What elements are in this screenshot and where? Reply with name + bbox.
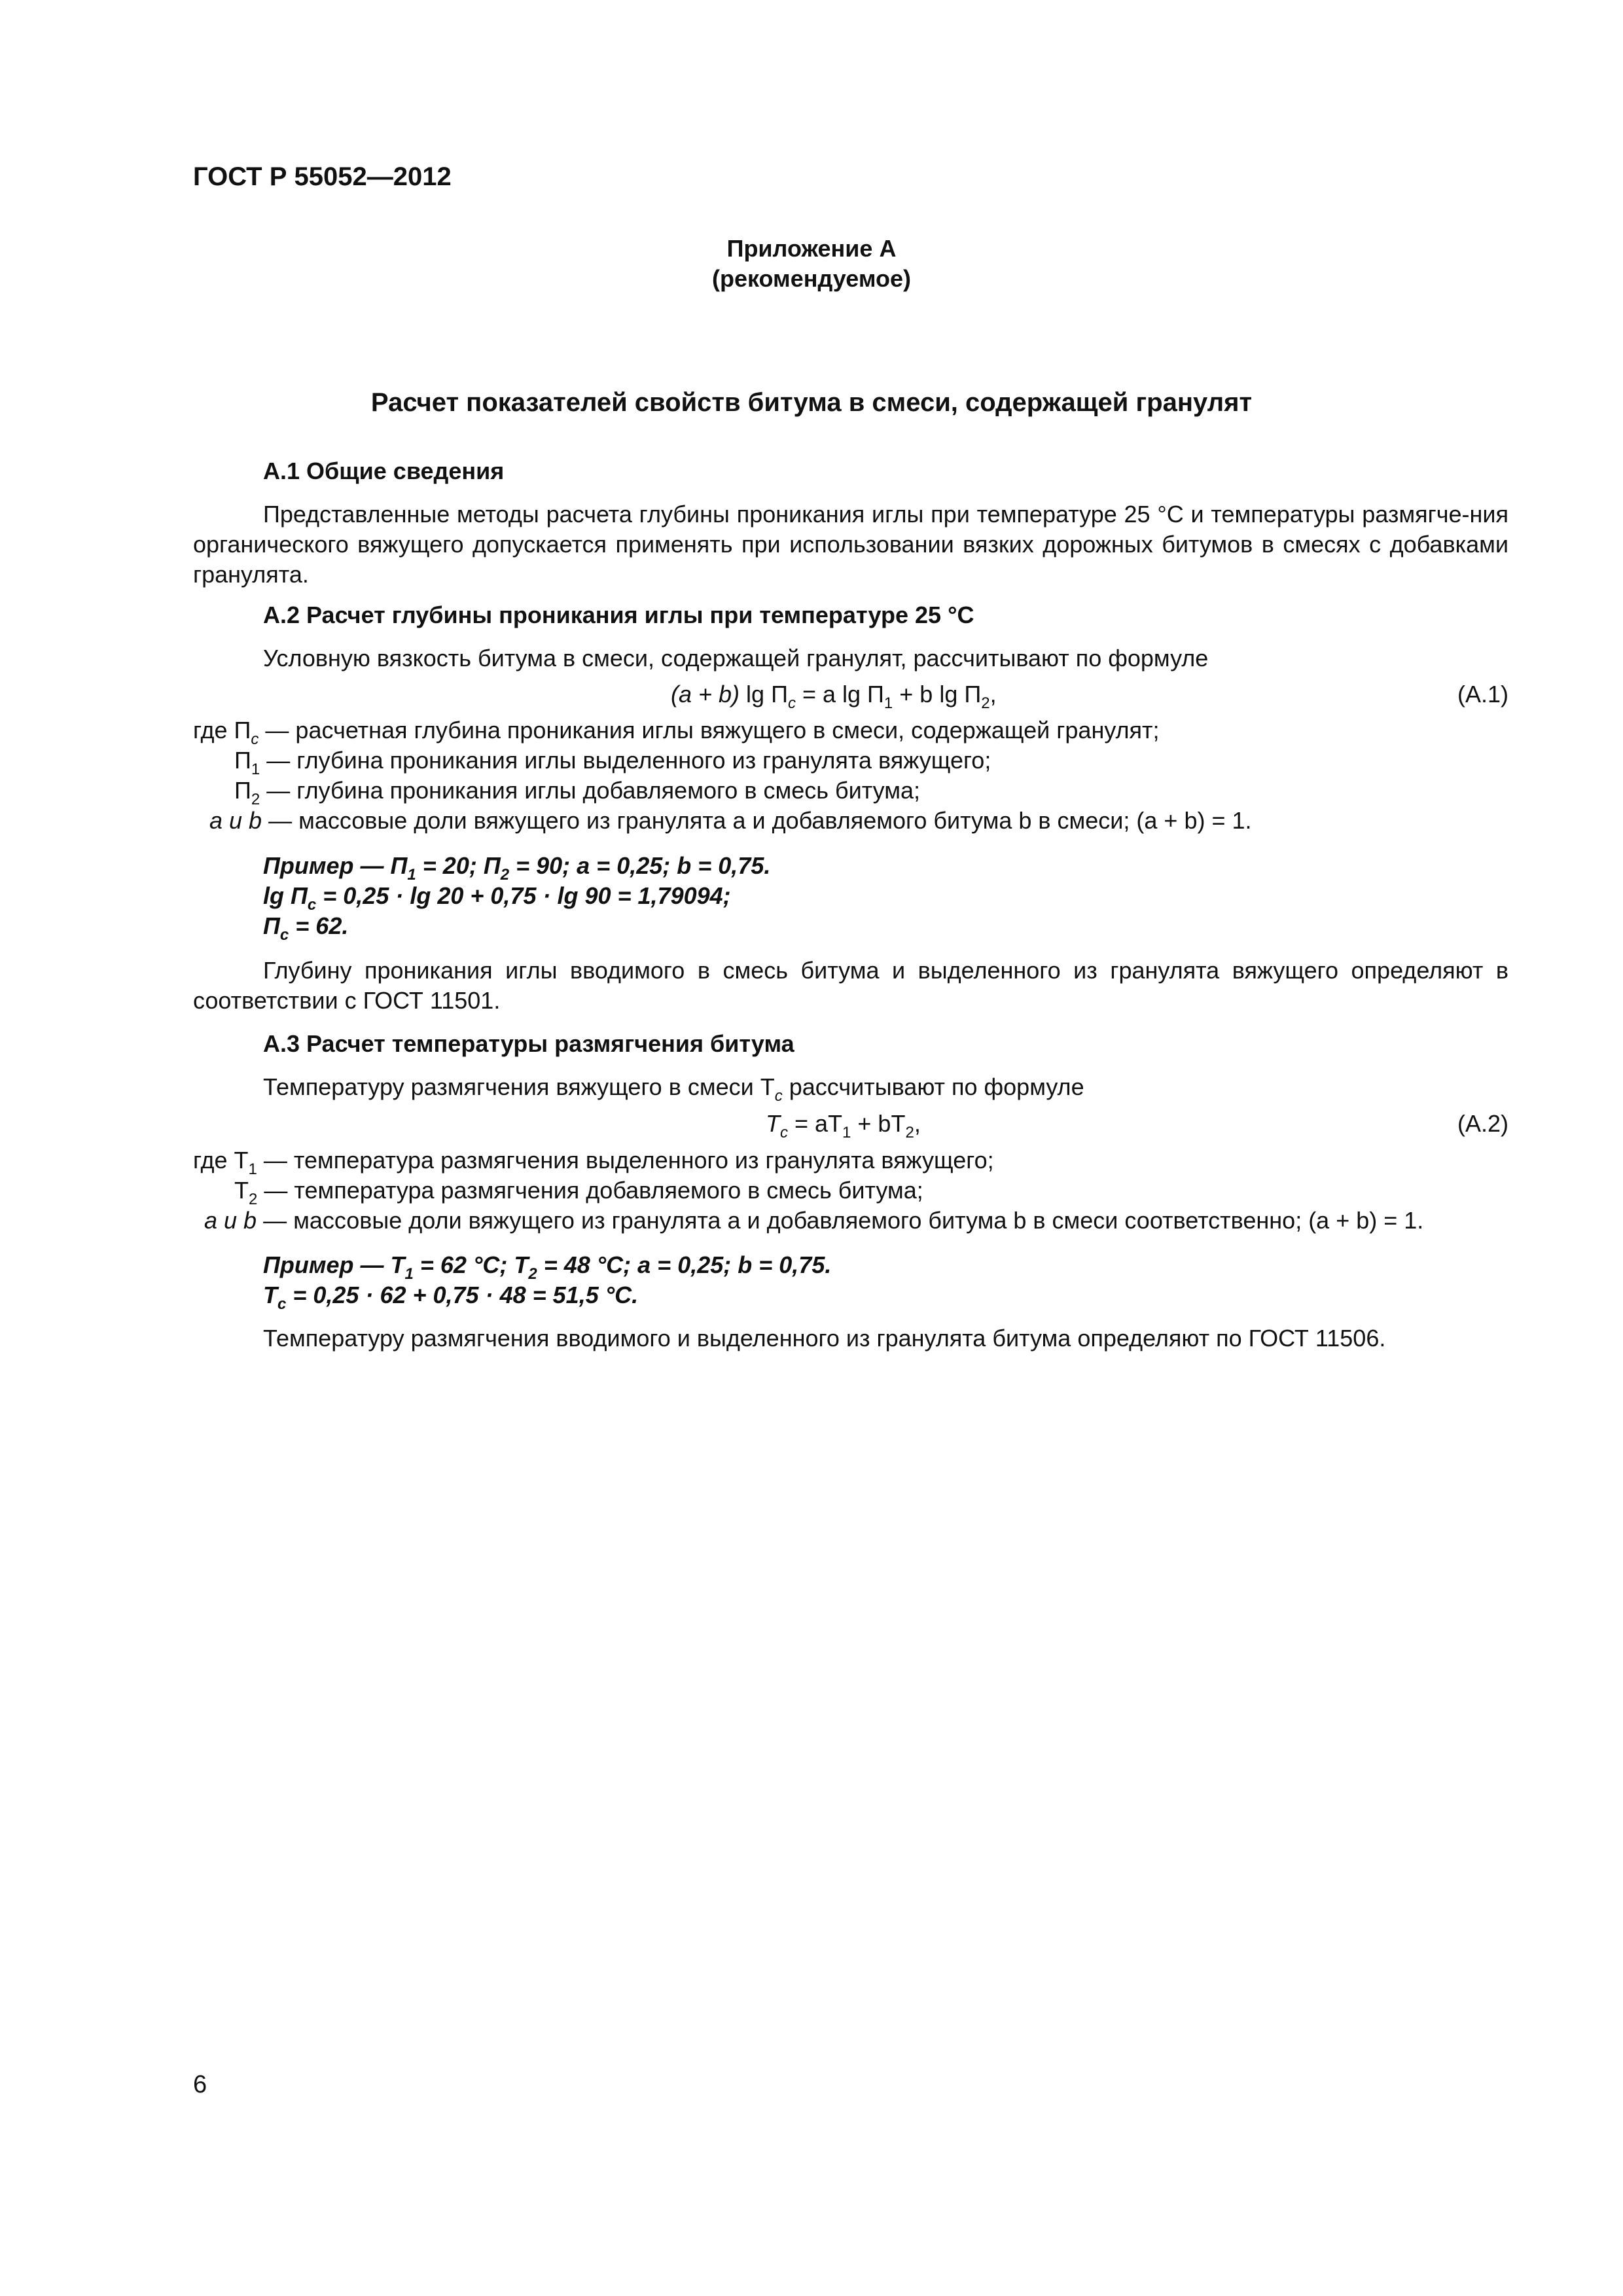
formula-a1-number: (А.1) [1457, 681, 1508, 708]
section-a3-intro [263, 1072, 1084, 1105]
definition-symbol: где T [193, 1147, 249, 1174]
definition-text: — температура размягчения выделенного из гранулята вяжущего; [257, 1147, 994, 1174]
section-a1-heading: А.1 Общие сведения [263, 457, 505, 484]
formula-a1-part: , [990, 681, 997, 708]
definition-symbol: где П [193, 717, 251, 744]
example-part: = 48 °С; a = 0,25; b = 0,75. [537, 1251, 832, 1278]
definition-text: — глубина проникания иглы выделенного из гранулята вяжущего; [260, 747, 991, 774]
formula-a2-part: = aT [788, 1110, 843, 1137]
formula-a1-part: (a + b) [671, 681, 740, 708]
example-part: = 20; П [416, 852, 501, 879]
formula-a2-sub: c [780, 1124, 788, 1141]
formula-a1-part: lg П [740, 681, 788, 708]
definition-sub: c [251, 730, 259, 748]
definition-t1 [193, 1145, 994, 1178]
formula-a2 [766, 1109, 921, 1139]
definition-symbol: П [234, 747, 251, 774]
definition-symbol: П [234, 777, 251, 804]
definition-text: — массовые доли вяжущего из гранулята a и добавляемого битума b в смеси соответственно; (a + b) = 1. [257, 1207, 1424, 1234]
formula-a2-part: + bT [851, 1110, 906, 1137]
example-sub: 2 [528, 1265, 537, 1283]
definition-sub: 1 [251, 761, 260, 778]
example-part: = 90; a = 0,25; b = 0,75. [509, 852, 771, 879]
appendix-title: Приложение А [726, 235, 897, 262]
example-part: Пример — П [263, 852, 408, 879]
example-sub: c [277, 1295, 287, 1313]
section-a2-intro: Условную вязкость битума в смеси, содержащей гранулят, рассчитывают по формуле [263, 645, 1209, 672]
definition-sub: 2 [249, 1191, 258, 1208]
example-a2-line2 [263, 881, 731, 914]
formula-a1-sub: 1 [883, 694, 893, 712]
section-a1-text: Представленные методы расчета глубины проникания иглы при температуре 25 °С и температуры размягче-ния органического вяжущего допускается применять при использовании вязких дорожных битумов в смесях с добавками гранулята. [193, 501, 1508, 588]
definition-text: — температура размягчения добавляемого в смесь битума; [257, 1177, 923, 1204]
section-a2-heading: А.2 Расчет глубины проникания иглы при температуре 25 °С [263, 601, 974, 628]
example-part: П [263, 912, 280, 939]
definition-sub: 1 [248, 1160, 257, 1178]
section-a2-closing-text: Глубину проникания иглы вводимого в смесь битума и выделенного из гранулята вяжущего определяют в соответствии с ГОСТ 11501. [193, 957, 1508, 1014]
formula-a1-sub: c [787, 694, 796, 712]
example-a3-line1 [263, 1250, 832, 1283]
example-part: T [263, 1282, 277, 1308]
example-part: = 0,25 · lg 20 + 0,75 · lg 90 = 1,79094; [316, 882, 731, 909]
definition-ab-2 [204, 1206, 1423, 1236]
document-code: ГОСТ Р 55052—2012 [193, 162, 452, 191]
example-sub: 1 [407, 866, 416, 884]
example-part: lg П [263, 882, 308, 909]
main-title: Расчет показателей свойств битума в смеси, содержащей гранулят [370, 388, 1253, 417]
example-part: = 0,25 · 62 + 0,75 · 48 = 51,5 °С. [286, 1282, 639, 1308]
definition-symbol: a и b [204, 1207, 257, 1234]
example-part: Пример — T [263, 1251, 405, 1278]
intro-part: рассчитывают по формуле [782, 1073, 1084, 1100]
formula-a2-part: T [766, 1110, 780, 1137]
definition-symbol: a и b [209, 807, 262, 834]
appendix-status: (рекомендуемое) [712, 265, 911, 292]
example-sub: 1 [404, 1265, 414, 1283]
section-a3-closing: Температуру размягчения вводимого и выделенного из гранулята битума определяют по ГОСТ 11506. [263, 1325, 1386, 1352]
formula-a1 [671, 679, 997, 712]
formula-a1-part: = a lg П [795, 681, 884, 708]
definition-ab [209, 806, 1252, 836]
definition-text: — глубина проникания иглы добавляемого в смесь битума; [260, 777, 920, 804]
intro-sub: c [774, 1087, 783, 1105]
definition-symbol: T [234, 1177, 249, 1204]
formula-a2-number: (А.2) [1457, 1110, 1508, 1137]
formula-a1-sub: 2 [981, 694, 990, 712]
example-sub: 2 [500, 866, 510, 884]
definition-p2 [234, 776, 920, 806]
example-part: = 62. [289, 912, 349, 939]
example-a3-line2 [263, 1280, 639, 1313]
example-part: = 62 °С; T [413, 1251, 529, 1278]
example-sub: c [307, 896, 317, 914]
example-sub: c [279, 926, 289, 944]
page-number: 6 [193, 2071, 207, 2098]
definition-t2 [234, 1175, 923, 1206]
formula-a2-part: , [914, 1110, 921, 1137]
example-a2-line3 [263, 911, 349, 944]
formula-a2-sub: 1 [842, 1124, 851, 1141]
example-a2-line1 [263, 851, 771, 884]
section-a3-heading: А.3 Расчет температуры размягчения битума [263, 1030, 794, 1057]
formula-a2-sub: 2 [905, 1124, 914, 1141]
intro-part: Температуру размягчения вяжущего в смеси T [263, 1073, 775, 1100]
definition-text: — расчетная глубина проникания иглы вяжущего в смеси, содержащей гранулят; [259, 717, 1160, 744]
definition-text: — массовые доли вяжущего из гранулята a и добавляемого битума b в смеси; (a + b) = 1. [262, 807, 1252, 834]
definition-sub: 2 [251, 791, 260, 808]
definition-pc [193, 715, 1160, 748]
section-a2-closing [193, 956, 1508, 1016]
definition-p1 [234, 745, 991, 776]
formula-a1-part: + b lg П [893, 681, 982, 708]
section-a1-paragraph [193, 499, 1508, 590]
